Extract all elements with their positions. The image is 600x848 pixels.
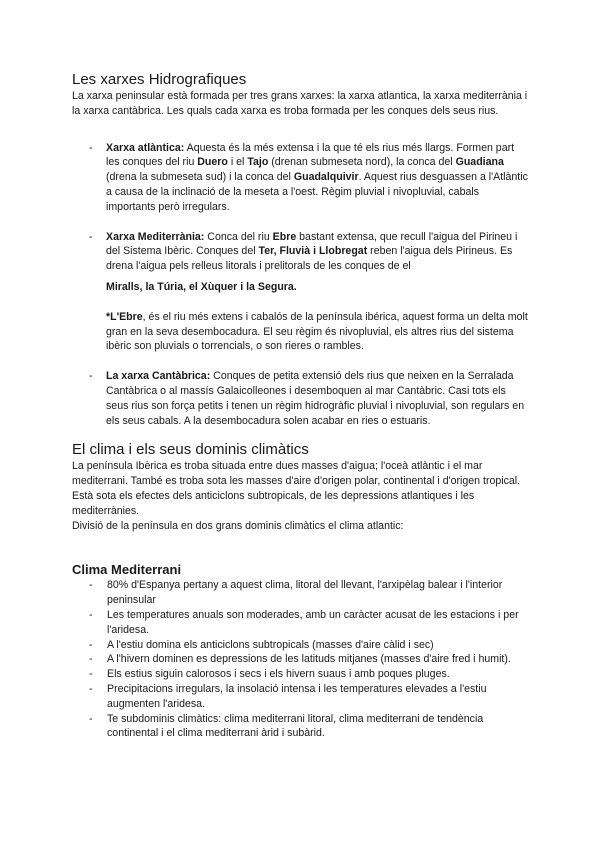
list-item-text: Te subdominis climàtics: clima mediterrani litoral, clima mediterrani de tendència continental i el clima mediterrani àrid i subàrid.: [107, 712, 484, 740]
clima-mediterrani-list: [72, 578, 530, 741]
list-item: [72, 578, 530, 608]
list-item: [72, 682, 530, 712]
list-item: [72, 608, 530, 638]
rivers-pirineus: Ter, Fluvià i Llobregat: [258, 245, 368, 258]
term-xarxa-mediterrania: Xarxa Mediterrània:: [106, 230, 205, 243]
list-item-text: 80% d'Espanya pertany a aquest clima, litoral del llevant, l'arxipèlag balear i l'interior peninsular: [107, 579, 503, 607]
text-fragment: reben l'aigua dels Pirineus. Es drena l'aigua pels relleus litorals i prelitorals de les conques de el: [106, 245, 513, 273]
dash-bullet: -: [89, 682, 93, 695]
text-fragment: i el: [227, 156, 248, 169]
rivers-litorals: Miralls, la Túria, el Xùquer i la Segura.: [106, 280, 297, 293]
dash-bullet: -: [89, 370, 93, 383]
term-xarxa-cantabrica: La xarxa Cantàbrica:: [106, 370, 211, 383]
dash-bullet: -: [89, 638, 93, 651]
river-ebre: Ebre: [272, 230, 297, 243]
note-ebre: [72, 310, 530, 354]
list-item-text: Precipitacions irregulars, la insolació intensa i les temperatures elevades a l'estiu augmenten l'aridesa.: [107, 682, 487, 710]
section-title-clima-mediterrani: Clima Mediterrani: [72, 562, 182, 578]
list-item-xarxa-mediterrania: [72, 230, 530, 295]
term-ebre: *L'Ebre: [106, 310, 143, 323]
section-title-hidrografia: Les xarxes Hidrografiques: [72, 71, 247, 88]
list-item-xarxa-cantabrica: [72, 369, 530, 428]
list-item: [72, 667, 530, 682]
dash-bullet: -: [89, 653, 93, 666]
river-duero: Duero: [197, 156, 228, 169]
section-title-clima: El clima i els seus dominis climàtics: [72, 441, 309, 459]
text-fragment: bastant extensa, que recull l'aigua del Pirineu i del Sistema Ibèric. Conques del: [106, 230, 518, 258]
river-tajo: Tajo: [247, 156, 269, 169]
list-item-text: A l'hivern dominen es depressions de les latituds mitjanes (masses d'aire fred i humit).: [107, 653, 511, 666]
list-item-text: Els estius siguin calorosos i secs i els hivern suaus i amb poques pluges.: [107, 668, 450, 681]
dash-bullet: -: [89, 579, 93, 592]
dash-bullet: -: [89, 141, 93, 154]
list-item: [72, 712, 530, 742]
list-item-text: Les temperatures anuals son moderades, amb un caràcter acusat de les estacions i per l'aridesa.: [107, 608, 519, 636]
text-fragment: Aquesta és la més extensa i la que té els rius més llargs. Formen part les conques del riu: [106, 141, 515, 169]
river-guadiana: Guadiana: [455, 156, 504, 169]
text-fragment: Conca del riu: [204, 230, 273, 243]
text-fragment: , és el riu més extens i cabalós de la península ibérica, aquest forma un delta molt gran en la seva desembocadura. El seu règim és nivopluvial, els altres rius del sistema ibèric son pluvials o torrencials, o son rieres o rambles.: [106, 310, 528, 353]
list-item: [72, 652, 530, 667]
text-fragment: . Aquest rius desguassen a l'Atlàntic a causa de la inclinació de la meseta a l'oest. Règim pluvial i nivopluvial, cabals importants però irregulars.: [106, 171, 528, 213]
text-fragment: (drenan submeseta nord), la conca del: [268, 156, 456, 169]
document-page: [72, 70, 530, 741]
dash-bullet: -: [89, 712, 93, 725]
clima-divisio: Divisió de la península en dos grans dominis climàtics el clima atlantic:: [72, 519, 404, 532]
list-item-text: A l'estiu domina els anticiclons subtropicals (masses d'aire càlid i sec): [107, 638, 434, 651]
term-xarxa-atlantica: Xarxa atlàntica:: [106, 141, 185, 154]
river-guadalquivir: Guadalquivir: [293, 171, 359, 184]
text-fragment: Conques de petita extensió dels rius que neixen en la Serralada Cantàbrica o al massís Galaicolleones i desemboquen al mar Cantàbric. Casi tots els seus rius son força petits i tenen un règim hidrogràfic pluvial i nivopluvial, son regulars en els seus cabals. A la desembocadura solen acabar en ries o estuaris.: [106, 370, 525, 427]
list-item: [72, 638, 530, 653]
hidrografia-intro: La xarxa peninsular està formada per tres grans xarxes: la xarxa atlantica, la xarxa mediterrània i la xarxa cantàbrica. Les quals cada xarxa es troba formada per les conques dels seus rius.: [72, 90, 528, 117]
dash-bullet: -: [89, 230, 93, 243]
text-fragment: (drena la submeseta sud) i la conca del: [106, 171, 294, 184]
clima-intro: La península Ibèrica es troba situada entre dues masses d'aigua; l'oceà atlàntic i el mar mediterrani. També es troba sota les masses d'aire d'origen polar, continental i d'origen tropical. Està sota els efectes dels anticiclons subtropicals, de les depressions atlantiques i les mediterrànies.: [72, 460, 521, 517]
list-item-xarxa-atlantica: [72, 141, 530, 215]
dash-bullet: -: [89, 668, 93, 681]
dash-bullet: -: [89, 608, 93, 621]
